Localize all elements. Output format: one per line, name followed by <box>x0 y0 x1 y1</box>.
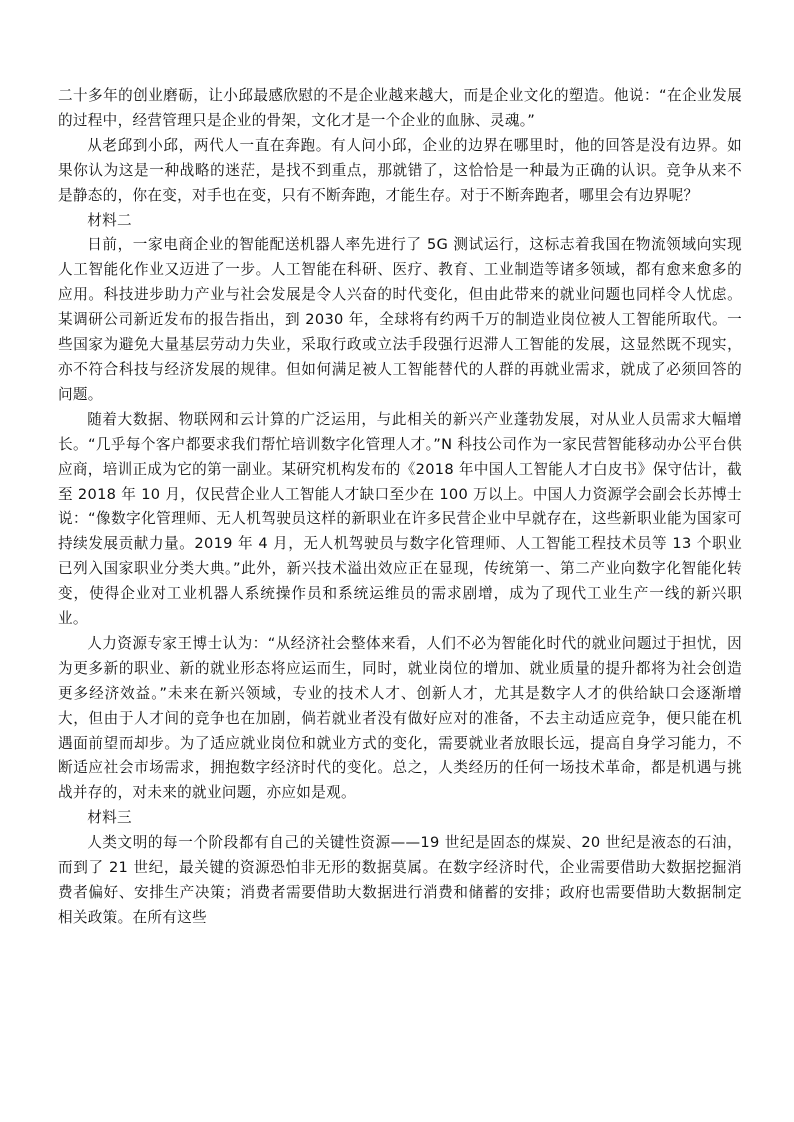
paragraph-two-generations: 从老邱到小邱，两代人一直在奔跑。有人问小邱，企业的边界在哪里时，他的回答是没有边界。如果你认为这是一种战略的迷茫，是找不到重点，那就错了，这恰恰是一种最为正确的认识。竞争从来不是静态的，你在变，对手也在变，只有不断奔跑，才能生存。对于不断奔跑者，哪里会有边界呢？ <box>58 136 742 204</box>
section-heading-material-3: 材料三 <box>87 809 132 827</box>
paragraph-continuation: 二十多年的创业磨砺，让小邱最感欣慰的不是企业越来越大，而是企业文化的塑造。他说：“在企业发展的过程中，经营管理只是企业的骨架，文化才是一个企业的血脉、灵魂。” <box>58 87 742 129</box>
paragraph-new-industries: 随着大数据、物联网和云计算的广泛运用，与此相关的新兴产业蓬勃发展，对从业人员需求大幅增长。“几乎每个客户都要求我们帮忙培训数字化管理人才。”N 科技公司作为一家民营智能移动办公平台供应商，培训正成为它的第一副业。某研究机构发布的《2018 年中国人工智能人才白皮书》保守估计，截至 2018 年 10 月，仅民营企业人工智能人才缺口至少在 100 万以上。中国人力资源学会副会长苏博士说：“像数字化管理师、无人机驾驶员这样的新职业在许多民营企业中早就存在，这些新职业能为国家可持续发展贡献力量。2019 年 4 月，无人机驾驶员与数字化管理师、人工智能工程技术员等 13 个职业已列入国家职业分类大典。”此外，新兴技术溢出效应正在显现，传统第一、第二产业向数字化智能化转变，使得企业对工业机器人系统操作员和系统运维员的需求剧增，成为了现代工业生产一线的新兴职业。 <box>58 410 742 628</box>
paragraph-robot-delivery: 日前，一家电商企业的智能配送机器人率先进行了 5G 测试运行，这标志着我国在物流领域向实现人工智能化作业又迈进了一步。人工智能在科研、医疗、教育、工业制造等诸多领域，都有愈来愈多的应用。科技进步助力产业与社会发展是令人兴奋的时代变化，但由此带来的就业问题也同样令人忧虑。某调研公司新近发布的报告指出，到 2030 年，全球将有约两千万的制造业岗位被人工智能所取代。一些国家为避免大量基层劳动力失业，采取行政或立法手段强行迟滞人工智能的发展，这显然既不现实，亦不符合科技与经济发展的规律。但如何满足被人工智能替代的人群的再就业需求，就成了必须回答的问题。 <box>58 236 742 403</box>
document-page <box>58 84 742 931</box>
paragraph-hr-expert: 人力资源专家王博士认为：“从经济社会整体来看，人们不必为智能化时代的就业问题过于担忧，因为更多新的职业、新的就业形态将应运而生，同时，就业岗位的增加、就业质量的提升都将为社会创造更多经济效益。”未来在新兴领域，专业的技术人才、创新人才，尤其是数字人才的供给缺口会逐渐增大，但由于人才间的竞争也在加剧，倘若就业者没有做好应对的准备，不去主动适应竞争，便只能在机遇面前望而却步。为了适应就业岗位和就业方式的变化，需要就业者放眼长远，提高自身学习能力，不断适应社会市场需求，拥抱数字经济时代的变化。总之，人类经历的任何一场技术革命，都是机遇与挑战并存的，对未来的就业问题，亦应如是观。 <box>58 634 742 802</box>
section-heading-material-2: 材料二 <box>87 211 132 229</box>
paragraph-data-resource: 人类文明的每一个阶段都有自己的关键性资源——19 世纪是固态的煤炭、20 世纪是液态的石油，而到了 21 世纪，最关键的资源恐怕非无形的数据莫属。在数字经济时代，企业需要借助大数据挖掘消费者偏好、安排生产决策；消费者需要借助大数据进行消费和储蓄的安排；政府也需要借助大数据制定相关政策。在所有这些 <box>58 834 742 926</box>
